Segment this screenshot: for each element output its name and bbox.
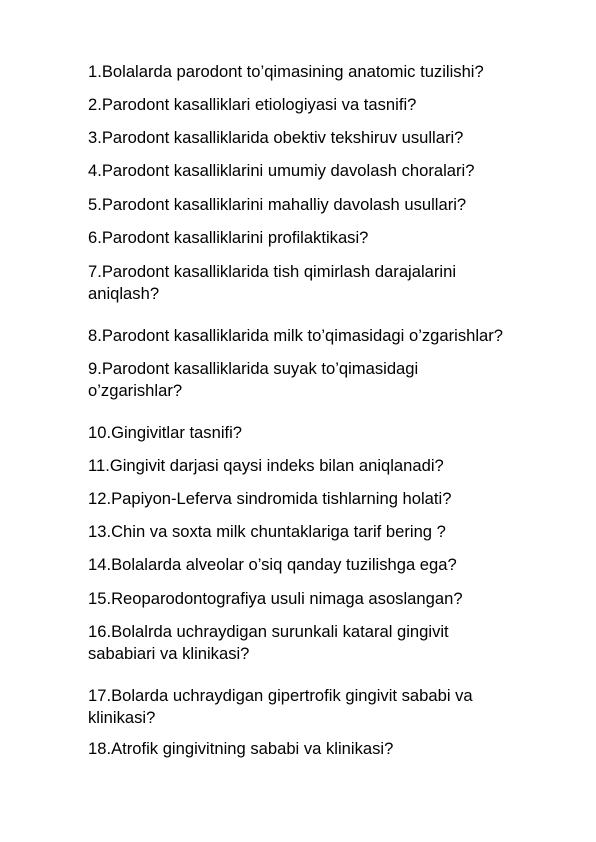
question-7: 7.Parodont kasalliklarida tish qimirlash darajalarini aniqlash? <box>88 262 457 303</box>
question-1: 1.Bolalarda parodont to’qimasining anatomic tuzilishi? <box>88 62 484 81</box>
question-5: 5.Parodont kasalliklarini mahalliy davolash usullari? <box>88 195 467 214</box>
question-12: 12.Papiyon-Leferva sindromida tishlarning holati? <box>88 489 452 508</box>
question-8: 8.Parodont kasalliklarida milk to’qimasidagi o’zgarishlar? <box>88 326 504 345</box>
question-6: 6.Parodont kasalliklarini profilaktikasi? <box>88 228 369 247</box>
question-2: 2.Parodont kasalliklari etiologiyasi va tasnifi? <box>88 95 417 114</box>
question-9: 9.Parodont kasalliklarida suyak to’qimasidagi o’zgarishlar? <box>88 359 419 400</box>
question-11: 11.Gingivit darjasi qaysi indeks bilan aniqlanadi? <box>88 456 444 475</box>
question-17: 17.Bolarda uchraydigan gipertrofik gingivit sababi va klinikasi? <box>88 686 473 727</box>
question-15: 15.Reoparodontografiya usuli nimaga asoslangan? <box>88 589 463 608</box>
question-18: 18.Atrofik gingivitning sababi va klinikasi? <box>88 739 394 758</box>
question-14: 14.Bolalarda alveolar o’siq qanday tuzilishga ega? <box>88 555 457 574</box>
question-10: 10.Gingivitlar tasnifi? <box>88 423 243 442</box>
question-13: 13.Chin va soxta milk chuntaklariga tarif bering ? <box>88 522 446 541</box>
question-16: 16.Bolalrda uchraydigan surunkali kataral gingivit sababiari va klinikasi? <box>88 622 449 663</box>
question-3: 3.Parodont kasalliklarida obektiv tekshiruv usullari? <box>88 128 464 147</box>
question-4: 4.Parodont kasalliklarini umumiy davolash choralari? <box>88 161 475 180</box>
